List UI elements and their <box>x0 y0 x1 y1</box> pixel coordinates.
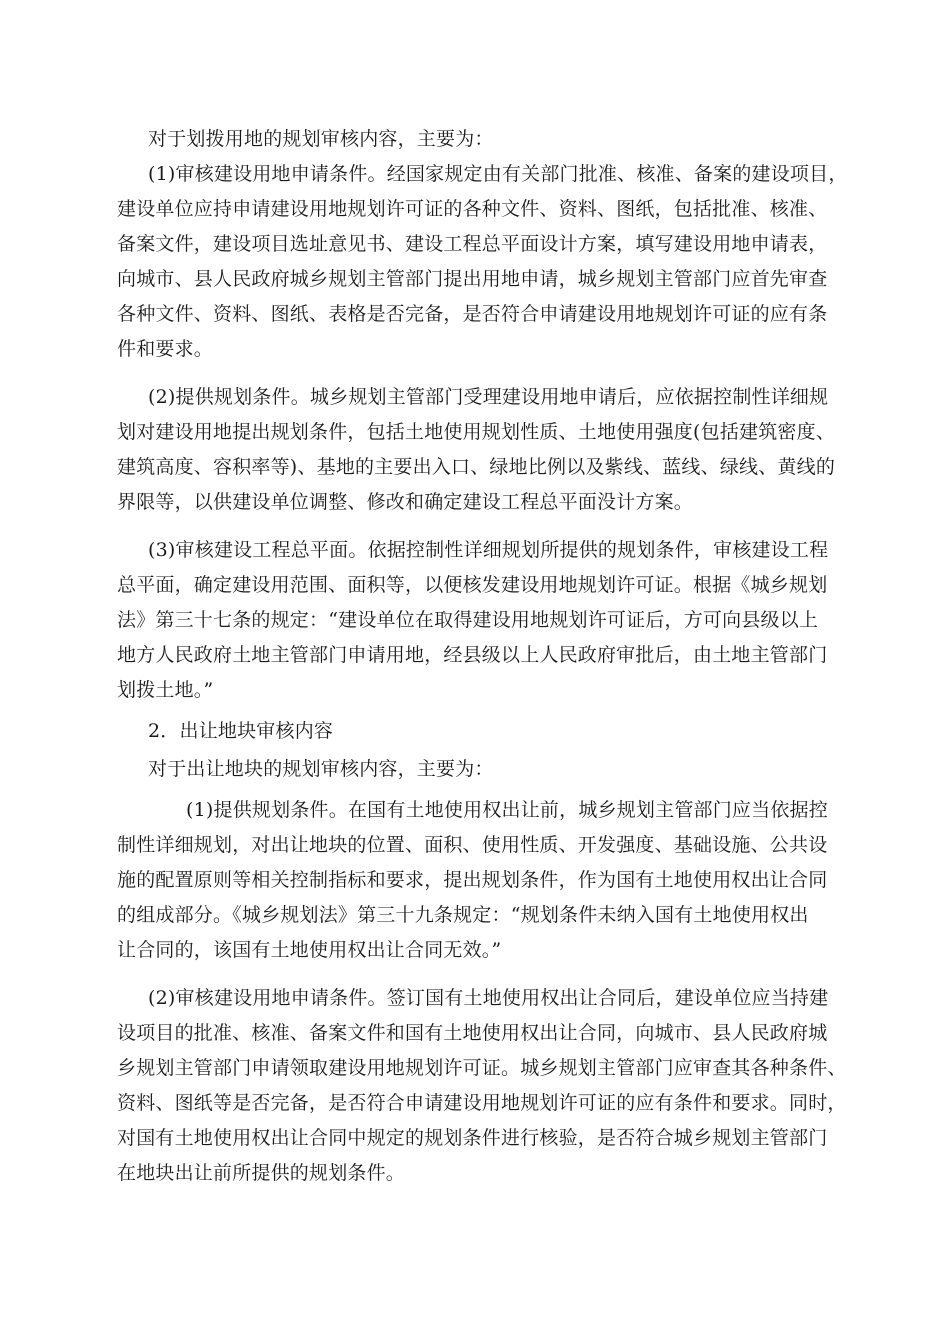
text-line: 乡规划主管部门申请领取建设用地规划许可证。城乡规划主管部门应审查其各种条件、 <box>117 1057 847 1079</box>
text-line: 总平面，确定建设用范围、面积等，以便核发建设用地规划许可证。根据《城乡规划 <box>117 574 828 596</box>
text-line: (1)审核建设用地申请条件。经国家规定由有关部门批准、核准、备案的建设项目， <box>148 163 848 185</box>
text-line: (3)审核建设工程总平面。依据控制性详细规划所提供的规划条件，审核建设工程 <box>148 539 829 561</box>
text-line: 施的配置原则等相关控制指标和要求，提出规划条件，作为国有土地使用权出让合同 <box>117 869 828 891</box>
text-line: 划拨土地。” <box>117 679 214 701</box>
text-line: (1)提供规划条件。在国有土地使用权出让前，城乡规划主管部门应当依据控 <box>186 799 828 821</box>
text-line: 向城市、县人民政府城乡规划主管部门提出用地申请，城乡规划主管部门应首先审查 <box>117 268 828 290</box>
text-line: (2)提供规划条件。城乡规划主管部门受理建设用地申请后，应依据控制性详细规 <box>148 386 829 408</box>
text-line: 地方人民政府土地主管部门申请用地，经县级以上人民政府审批后，由土地主管部门 <box>117 644 828 666</box>
text-line: 让合同的，该国有土地使用权出让合同无效。” <box>117 939 502 961</box>
text-line: 各种文件、资料、图纸、表格是否完备，是否符合申请建设用地规划许可证的应有条 <box>117 303 828 325</box>
text-line: 件和要求。 <box>117 338 214 360</box>
text-line: 建设单位应持申请建设用地规划许可证的各种文件、资料、图纸，包括批准、核准、 <box>117 198 828 220</box>
text-line: 资料、图纸等是否完备，是否符合申请建设用地规划许可证的应有条件和要求。同时， <box>117 1092 847 1114</box>
text-line: 备案文件，建设项目选址意见书、建设工程总平面设计方案，填写建设用地申请表， <box>117 233 828 255</box>
text-line: (2)审核建设用地申请条件。签订国有土地使用权出让合同后，建设单位应当持建 <box>148 987 829 1009</box>
text-line: 法》第三十七条的规定：“建设单位在取得建设用地规划许可证后，方可向县级以上 <box>117 609 819 631</box>
text-line: 建筑高度、容积率等)、基地的主要出入口、绿地比例以及紫线、蓝线、绿线、黄线的 <box>117 456 836 478</box>
section-heading: 2．出让地块审核内容 <box>148 720 334 742</box>
text-line: 制性详细规划，对出让地块的位置、面积、使用性质、开发强度、基础设施、公共设 <box>117 834 828 856</box>
text-line: 的组成部分。《城乡规划法》第三十九条规定：“规划条件未纳入国有土地使用权出 <box>117 904 809 926</box>
text-line: 对于出让地块的规划审核内容，主要为： <box>148 758 494 780</box>
text-line: 对于划拨用地的规划审核内容，主要为： <box>148 128 494 150</box>
text-line: 划对建设用地提出规划条件，包括土地使用规划性质、土地使用强度(包括建筑密度、 <box>117 421 836 443</box>
text-line: 对国有土地使用权出让合同中规定的规划条件进行核验，是否符合城乡规划主管部门 <box>117 1127 828 1149</box>
text-line: 界限等，以供建设单位调整、修改和确定建设工程总平面没计方案。 <box>117 491 694 513</box>
text-line: 设项目的批准、核准、备案文件和国有土地使用权出让合同，向城市、县人民政府城 <box>117 1022 828 1044</box>
text-line: 在地块出让前所提供的规划条件。 <box>117 1162 406 1184</box>
